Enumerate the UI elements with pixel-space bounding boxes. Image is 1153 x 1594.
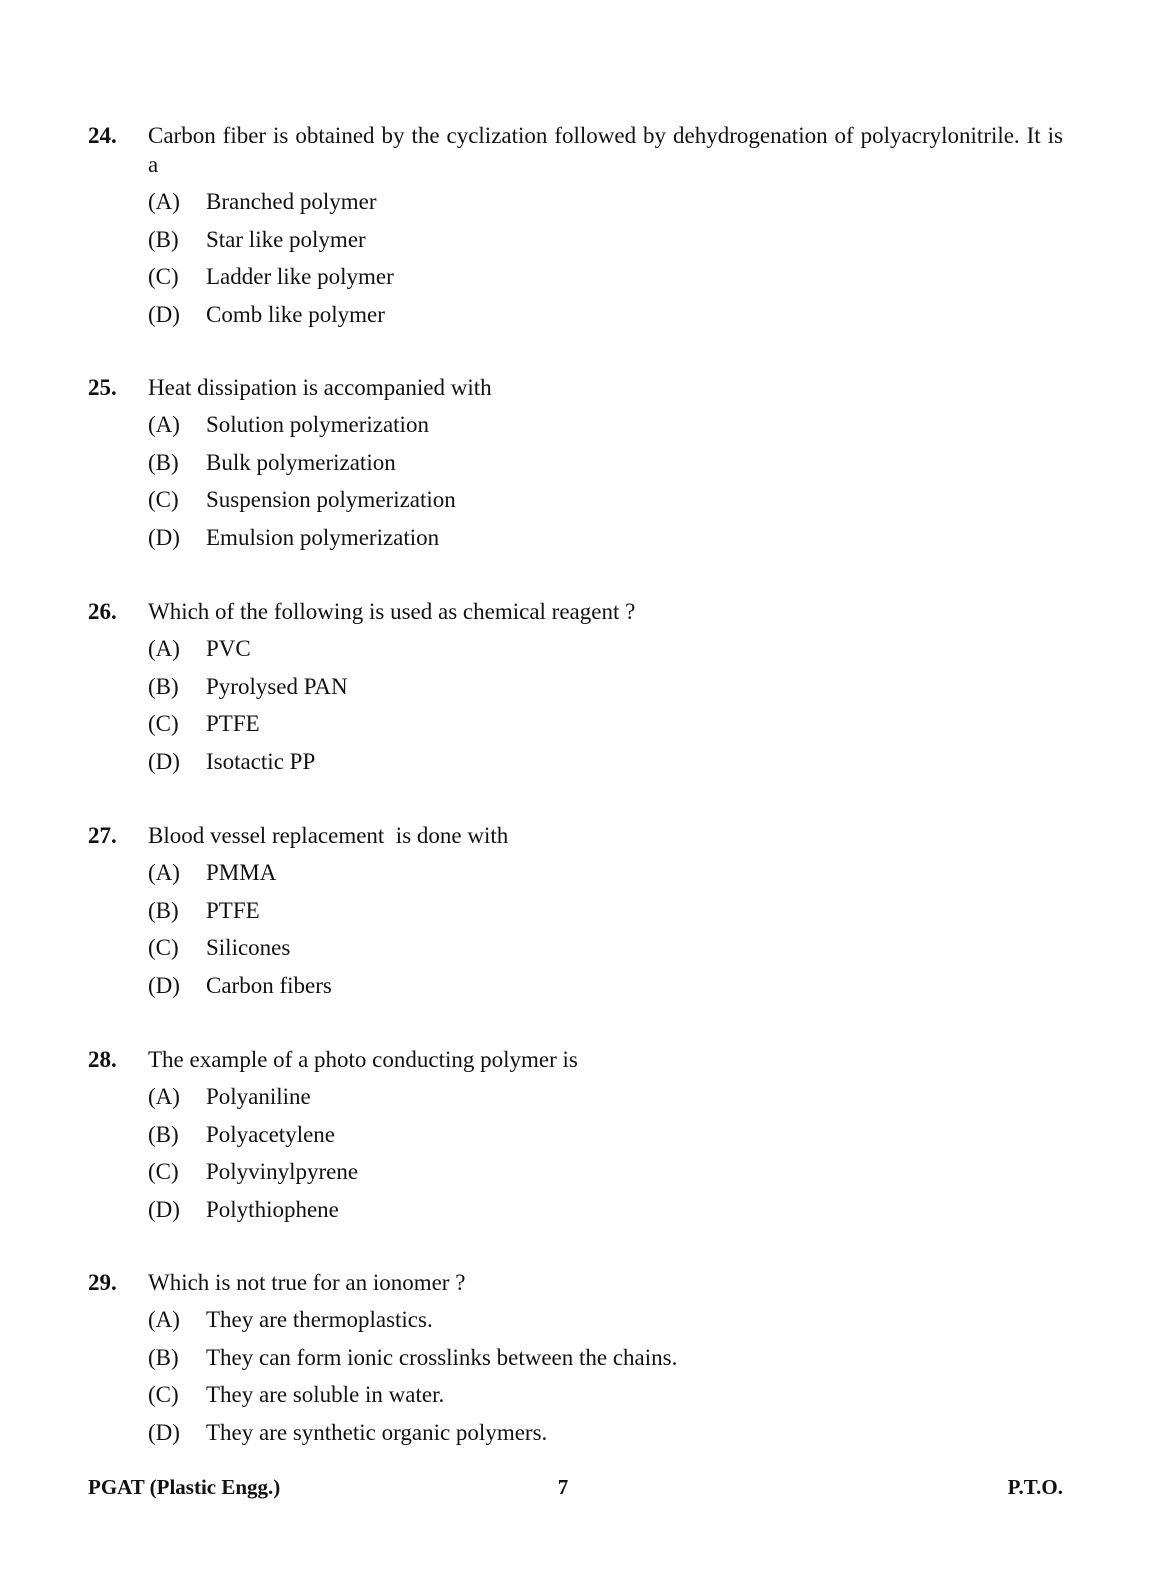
option-text: Suspension polymerization (206, 487, 456, 512)
option-d (148, 523, 1063, 561)
question-number: 27. (88, 823, 117, 848)
option-c (148, 709, 1063, 747)
option-text: Ladder like polymer (206, 264, 394, 289)
options-list (148, 410, 1063, 560)
option-label: (A) (148, 1307, 180, 1332)
option-label: (B) (148, 226, 179, 252)
option-label: (D) (148, 748, 180, 774)
option-a (148, 858, 1063, 896)
option-label: (B) (148, 1121, 179, 1147)
option-c (148, 1157, 1063, 1195)
option-text: Polyaniline (206, 1084, 311, 1109)
option-a (148, 1082, 1063, 1120)
option-text: Polythiophene (206, 1196, 339, 1222)
option-label: (C) (148, 711, 179, 736)
option-text: PTFE (206, 897, 260, 923)
option-label: (B) (148, 1344, 179, 1370)
option-text: They can form ionic crosslinks between the chains. (206, 1344, 678, 1370)
option-text: Star like polymer (206, 226, 366, 252)
options-list (148, 187, 1063, 337)
option-b (148, 896, 1063, 934)
options-list (148, 1305, 1063, 1455)
option-b (148, 1120, 1063, 1158)
question-text: Blood vessel replacement is done with (148, 823, 509, 848)
options-list (148, 1082, 1063, 1232)
option-d (148, 1195, 1063, 1233)
question-number: 29. (88, 1270, 117, 1295)
option-label: (A) (148, 860, 180, 885)
option-b (148, 448, 1063, 486)
option-label: (D) (148, 1196, 180, 1222)
option-label: (C) (148, 1159, 179, 1184)
option-b (148, 225, 1063, 263)
question-text: Carbon fiber is obtained by the cyclization followed by dehydrogenation of polyacrylonitrile. It is a (148, 123, 1063, 177)
option-c (148, 1380, 1063, 1418)
option-label: (A) (148, 636, 180, 661)
option-c (148, 485, 1063, 523)
option-label: (D) (148, 524, 180, 550)
page-footer (88, 1473, 1063, 1503)
option-c (148, 262, 1063, 300)
option-a (148, 634, 1063, 672)
exam-code: PGAT (Plastic Engg.) (88, 1475, 281, 1499)
option-label: (B) (148, 449, 179, 475)
question-number: 28. (88, 1047, 117, 1072)
option-text: Polyacetylene (206, 1121, 336, 1147)
option-label: (C) (148, 935, 179, 960)
option-d (148, 300, 1063, 338)
option-text: They are synthetic organic polymers. (206, 1419, 548, 1445)
question-25 (88, 373, 1063, 560)
option-text: PTFE (206, 711, 260, 736)
options-list (148, 858, 1063, 1008)
option-label: (B) (148, 897, 179, 923)
option-text: Emulsion polymerization (206, 524, 440, 550)
option-text: They are thermoplastics. (206, 1307, 433, 1332)
question-26 (88, 597, 1063, 784)
option-b (148, 1343, 1063, 1381)
option-text: Isotactic PP (206, 748, 316, 774)
option-c (148, 933, 1063, 971)
question-27 (88, 821, 1063, 1008)
question-29 (88, 1268, 1063, 1455)
option-d (148, 1418, 1063, 1456)
option-label: (C) (148, 264, 179, 289)
option-text: Pyrolysed PAN (206, 673, 348, 699)
option-label: (C) (148, 487, 179, 512)
option-label: (D) (148, 301, 180, 327)
option-text: They are soluble in water. (206, 1382, 445, 1407)
question-24 (88, 121, 1063, 337)
option-d (148, 971, 1063, 1009)
page-number: 7 (557, 1475, 569, 1499)
option-b (148, 672, 1063, 710)
option-text: Comb like polymer (206, 301, 385, 327)
pto-label: P.T.O. (1007, 1475, 1063, 1499)
option-text: Polyvinylpyrene (206, 1159, 359, 1184)
option-label: (D) (148, 1419, 180, 1445)
option-text: Bulk polymerization (206, 449, 396, 475)
question-text: Which is not true for an ionomer ? (148, 1270, 466, 1295)
option-label: (D) (148, 972, 180, 998)
option-a (148, 187, 1063, 225)
option-text: PVC (206, 636, 251, 661)
option-text: Carbon fibers (206, 972, 332, 998)
option-text: Branched polymer (206, 189, 377, 214)
question-number: 26. (88, 599, 117, 624)
question-28 (88, 1045, 1063, 1232)
option-label: (A) (148, 189, 180, 214)
option-text: Solution polymerization (206, 412, 429, 437)
option-a (148, 410, 1063, 448)
option-a (148, 1305, 1063, 1343)
option-label: (C) (148, 1382, 179, 1407)
option-text: PMMA (206, 860, 277, 885)
options-list (148, 634, 1063, 784)
question-text: Heat dissipation is accompanied with (148, 375, 492, 400)
option-text: Silicones (206, 935, 291, 960)
question-number: 24. (88, 123, 117, 148)
option-label: (A) (148, 412, 180, 437)
question-text: The example of a photo conducting polymer is (148, 1047, 578, 1072)
question-text: Which of the following is used as chemical reagent ? (148, 599, 636, 624)
option-d (148, 747, 1063, 785)
option-label: (B) (148, 673, 179, 699)
question-number: 25. (88, 375, 117, 400)
option-label: (A) (148, 1084, 180, 1109)
